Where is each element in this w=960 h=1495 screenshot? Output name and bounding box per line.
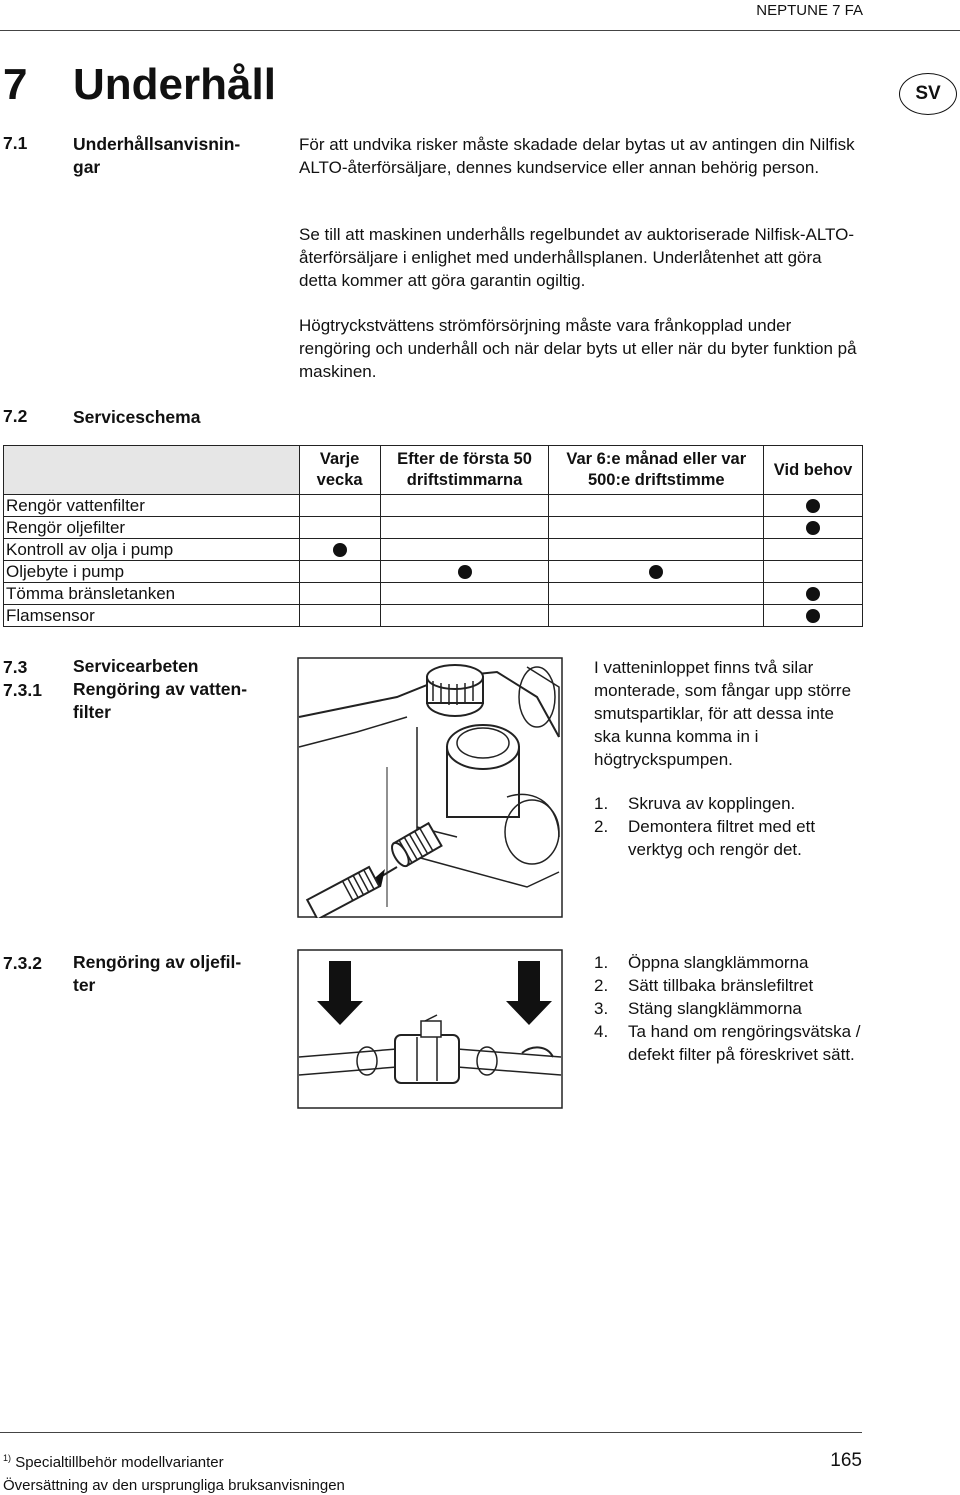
section-7-2-title: Serviceschema — [73, 407, 201, 427]
section-7-1-title — [73, 133, 240, 179]
list-item: 2. Demontera filtret med ett verktyg och rengör det. — [594, 817, 816, 859]
language-badge: SV — [899, 73, 957, 115]
section-7-3-1-steps — [594, 792, 862, 861]
section-7-3-title: Servicearbeten — [73, 656, 199, 676]
translation-note: Översättning av den ursprungliga bruksanvisningen — [3, 1477, 345, 1494]
schedule-col-as-needed: Vid behov — [764, 446, 863, 495]
schedule-task-label: Tömma bränsletanken — [4, 583, 300, 605]
service-schedule-table — [3, 445, 863, 627]
list-item: 2. Sätt tillbaka bränslefiltret — [594, 976, 814, 995]
section-7-3-1-title-line-2: filter — [73, 702, 111, 722]
schedule-cell — [299, 605, 380, 627]
schedule-task-label: Flamsensor — [4, 605, 300, 627]
schedule-cell — [549, 605, 764, 627]
schedule-cell — [299, 517, 380, 539]
table-row — [4, 605, 863, 627]
section-7-3-2-title-line-1: Rengöring av oljefil- — [73, 952, 242, 972]
schedule-cell — [380, 517, 549, 539]
schedule-mark-dot-icon — [806, 499, 820, 513]
schedule-cell — [299, 539, 380, 561]
section-7-3-2-title-line-2: ter — [73, 975, 96, 995]
list-item: 3. Stäng slangklämmorna — [594, 999, 802, 1018]
footer-rule — [0, 1432, 862, 1433]
table-row — [4, 539, 863, 561]
section-7-3-1-title-line-1: Rengöring av vatten- — [73, 679, 248, 699]
footnote — [3, 1453, 224, 1471]
schedule-task-label: Oljebyte i pump — [4, 561, 300, 583]
chapter-title: Underhåll — [73, 60, 276, 109]
oil-filter-illustration — [297, 949, 563, 1109]
schedule-task-label: Kontroll av olja i pump — [4, 539, 300, 561]
schedule-cell — [549, 561, 764, 583]
schedule-col-weekly: Varje vecka — [299, 446, 380, 495]
section-7-1-title-line-2: gar — [73, 157, 101, 177]
schedule-cell — [549, 539, 764, 561]
schedule-cell — [549, 495, 764, 517]
schedule-cell — [380, 561, 549, 583]
section-7-3-1-title — [73, 678, 247, 724]
schedule-header-row — [4, 446, 863, 495]
schedule-mark-dot-icon — [806, 521, 820, 535]
page-number: 165 — [830, 1450, 862, 1471]
schedule-cell — [380, 495, 549, 517]
schedule-col-6-months: Var 6:e månad eller var 500:e driftstimme — [549, 446, 764, 495]
document-model-header: NEPTUNE 7 FA — [756, 2, 863, 19]
schedule-cell — [299, 495, 380, 517]
section-7-3-2-title — [73, 951, 241, 997]
schedule-cell — [764, 561, 863, 583]
schedule-cell — [299, 561, 380, 583]
schedule-cell — [380, 583, 549, 605]
table-row — [4, 517, 863, 539]
section-7-3-1-number: 7.3.1 — [3, 680, 42, 700]
schedule-cell — [380, 539, 549, 561]
footnote-mark: 1) — [3, 1453, 12, 1463]
schedule-cell — [299, 583, 380, 605]
section-7-1-title-line-1: Underhållsanvisnin- — [73, 134, 241, 154]
section-7-1-paragraph-1: För att undvika risker måste skadade delar bytas ut av antingen din Nilfisk ALTO-återförsäljare, dennes kundservice eller annan behörig person. — [299, 135, 855, 177]
schedule-col-first-50h: Efter de första 50 driftstimmarna — [380, 446, 549, 495]
table-row — [4, 561, 863, 583]
schedule-mark-dot-icon — [806, 609, 820, 623]
chapter-number: 7 — [3, 60, 28, 109]
header-rule — [0, 30, 960, 31]
section-7-1-paragraph-2: Se till att maskinen underhålls regelbundet av auktoriserade Nilfisk-ALTO-återförsäljare i enlighet med underhållsplanen. Underlåtenhet att göra detta kommer att göra garantin ogiltig. — [299, 225, 854, 290]
water-filter-illustration — [297, 657, 563, 918]
schedule-mark-dot-icon — [458, 565, 472, 579]
list-item: 4. Ta hand om rengöringsvätska / defekt filter på föreskrivet sätt. — [594, 1022, 861, 1064]
section-7-1-number: 7.1 — [3, 133, 28, 153]
section-7-2-number: 7.2 — [3, 406, 28, 426]
section-7-3-1-intro: I vatteninloppet finns två silar monterade, som fångar upp större smutspartiklar, för att dessa inte ska kunna komma in i högtryckspumpen. — [594, 658, 852, 769]
schedule-cell — [764, 517, 863, 539]
schedule-task-label: Rengör oljefilter — [4, 517, 300, 539]
schedule-cell — [380, 605, 549, 627]
schedule-task-label: Rengör vattenfilter — [4, 495, 300, 517]
schedule-cell — [549, 583, 764, 605]
section-7-3-number: 7.3 — [3, 657, 28, 677]
list-item: 1. Skruva av kopplingen. — [594, 794, 796, 813]
section-7-1-paragraph-3: Högtryckstvättens strömförsörjning måste vara frånkopplad under rengöring och underhåll och när delar byts ut eller när du byter funktion på maskinen. — [299, 316, 857, 381]
schedule-cell — [764, 495, 863, 517]
schedule-mark-dot-icon — [806, 587, 820, 601]
table-row — [4, 495, 863, 517]
schedule-cell — [549, 517, 764, 539]
schedule-mark-dot-icon — [333, 543, 347, 557]
schedule-mark-dot-icon — [649, 565, 663, 579]
footnote-text: Specialtillbehör modellvarianter — [15, 1454, 224, 1471]
schedule-corner-cell — [4, 446, 300, 495]
schedule-cell — [764, 583, 863, 605]
list-item: 1. Öppna slangklämmorna — [594, 953, 809, 972]
table-row — [4, 583, 863, 605]
section-7-3-2-number: 7.3.2 — [3, 953, 42, 973]
section-7-3-2-steps — [594, 951, 862, 1066]
schedule-cell — [764, 605, 863, 627]
schedule-cell — [764, 539, 863, 561]
